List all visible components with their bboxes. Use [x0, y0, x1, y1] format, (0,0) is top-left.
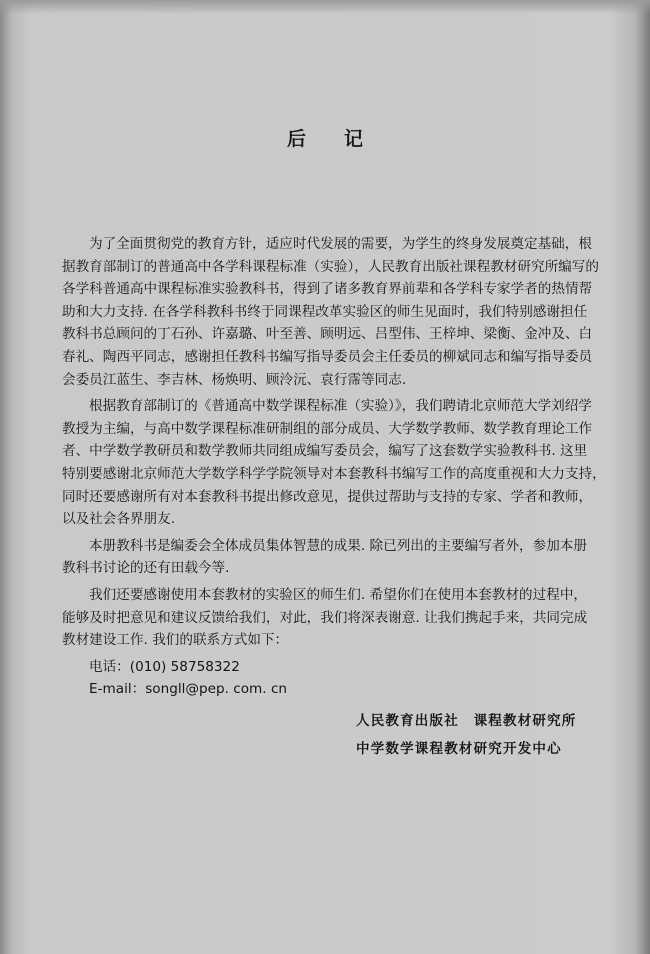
contact-phone: 电话：(010) 58758322 — [89, 658, 240, 675]
text-line: 本册教科书是编委会全体成员集体智慧的成果. 除已列出的主要编写者外，参加本册 — [89, 537, 588, 554]
paragraph — [62, 233, 602, 391]
page-title: 后记 — [286, 128, 401, 150]
text-line: 以及社会各界朋友. — [62, 511, 176, 528]
paragraph — [62, 584, 602, 652]
text-line: 同时还要感谢所有对本套教科书提出修改意见，提供过帮助与支持的专家、学者和教师， — [62, 488, 593, 505]
text-line: 特别要感谢北京师范大学数学科学学院领导对本套教科书编写工作的高度重视和大力支持， — [62, 465, 606, 482]
text-line: 教授为主编，与高中数学课程标准研制组的部分成员、大学数学教师、数学教育理论工作 — [62, 420, 593, 437]
document-body — [62, 233, 606, 701]
text-line: 助和大力支持. 在各学科教科书终于同课程改革实验区的师生见面时，我们特别感谢担任 — [62, 303, 588, 320]
scan-edge — [0, 0, 650, 14]
text-line: 我们还要感谢使用本套教材的实验区的师生们. 希望你们在使用本套教材的过程中， — [89, 586, 588, 603]
text-line: 者、中学数学教研员和数学教师共同组成编写委员会，编写了这套数学实验教科书. 这里 — [62, 443, 588, 460]
text-line: 春礼、陶西平同志，感谢担任教科书编写指导委员会主任委员的柳斌同志和编写指导委员 — [62, 348, 593, 365]
paragraph — [62, 535, 602, 580]
text-line: 教科书讨论的还有田载今等. — [62, 560, 230, 577]
signature-line-1: 人民教育出版社 课程教材研究所 — [356, 713, 577, 729]
paragraph — [62, 395, 606, 531]
text-line: 会委员江蓝生、李吉林、杨焕明、顾泠沅、袁行霈等同志. — [62, 371, 407, 388]
text-line: 各学科普通高中课程标准实验教科书，得到了诸多教育界前辈和各学科专家学者的热情帮 — [62, 281, 593, 298]
contact-email: E-mail：songll@pep. com. cn — [89, 681, 288, 698]
text-line: 为了全面贯彻党的教育方针，适应时代发展的需要，为学生的终身发展奠定基础，根 — [89, 236, 592, 252]
text-line: 据教育部制订的普通高中各学科课程标准（实验），人民教育出版社课程教材研究所编写的 — [62, 258, 599, 275]
text-line: 能够及时把意见和建议反馈给我们，对此，我们将深表谢意. 让我们携起手来，共同完成 — [62, 609, 588, 626]
text-line: 根据教育部制订的《普通高中数学课程标准（实验）》，我们聘请北京师范大学刘绍学 — [89, 398, 592, 415]
text-line: 教材建设工作. 我们的联系方式如下： — [62, 632, 289, 649]
text-line: 教科书总顾问的丁石孙、许嘉璐、叶至善、顾明远、吕型伟、王梓坤、梁衡、金冲及、白 — [62, 326, 593, 343]
signature-line-2: 中学数学课程教材研究开发中心 — [356, 741, 562, 757]
